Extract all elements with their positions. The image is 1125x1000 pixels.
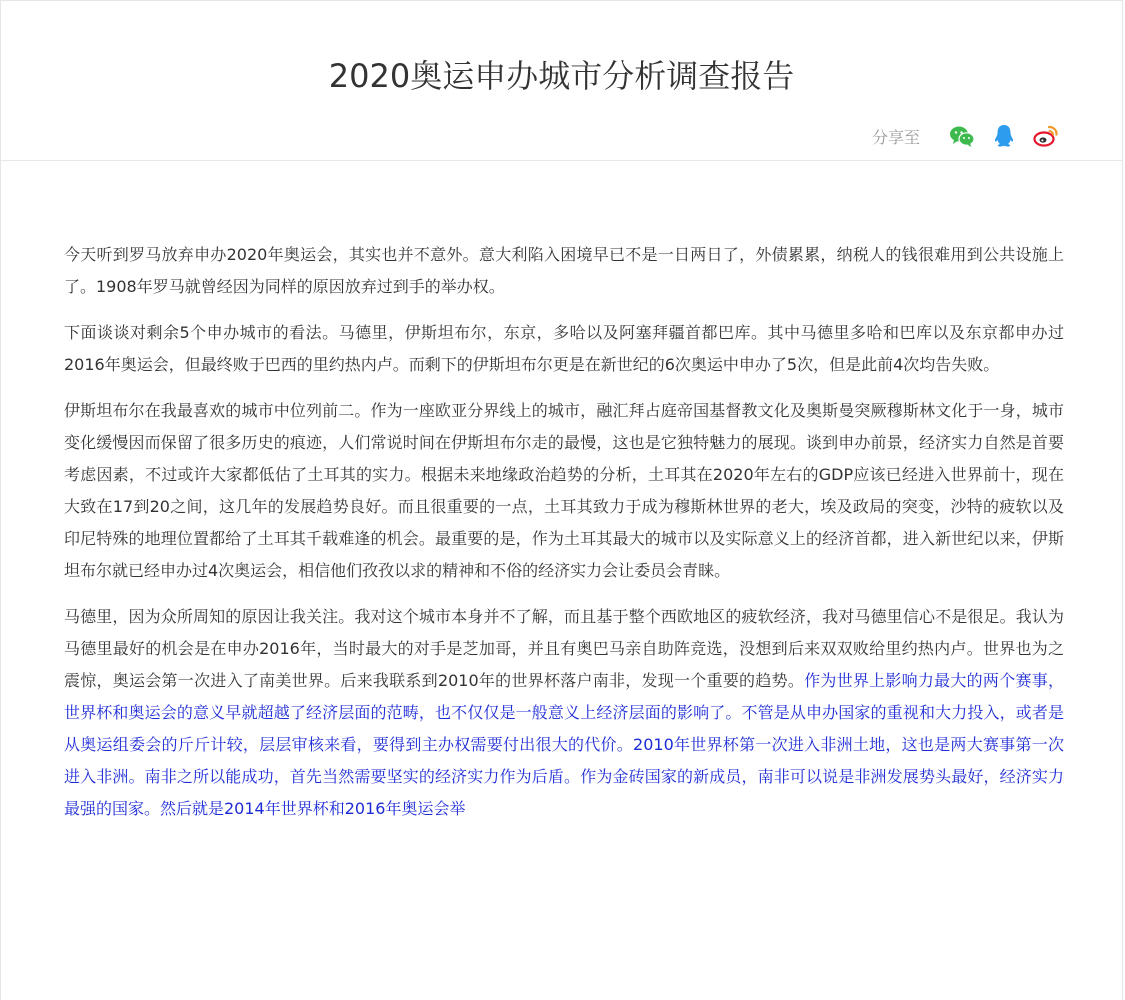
paragraph-text: 马德里，因为众所周知的原因让我关注。我对这个城市本身并不了解，而且基于整个西欧地区的疲软经济，我对马德里信心不是很足。我认为马德里最好的机会是在申办2016年，当时最大的对手是芝加哥，并且有奥巴马亲自助阵竞选，没想到后来双双败给里约热内卢。世界也为之震惊，奥运会第一次进入了南美世界。后来我联系到2010年的世界杯落户南非，发现一个重要的趋势。 [64,607,1064,690]
article-body [64,239,1064,839]
paragraph: 今天听到罗马放弃申办2020年奥运会，其实也并不意外。意大利陷入困境早已不是一日两日了，外债累累，纳税人的钱很难用到公共设施上了。1908年罗马就曾经因为同样的原因放弃过到手的举办权。 [64,245,1064,296]
share-label: 分享至 [871,127,920,147]
highlighted-text: 作为世界上影响力最大的两个赛事，世界杯和奥运会的意义早就超越了经济层面的范畴，也不仅仅是一般意义上经济层面的影响了。不管是从申办国家的重视和大力投入，或者是从奥运组委会的斤斤计较，层层审核来看，要得到主办权需要付出很大的代价。2010年世界杯第一次进入非洲土地，这也是两大赛事第一次进入非洲。南非之所以能成功，首先当然需要坚实的经济实力作为后盾。作为金砖国家的新成员，南非可以说是非洲发展势头最好，经济实力最强的国家。然后就是2014年世界杯和2016年奥运会举 [64,671,1064,818]
paragraph: 伊斯坦布尔在我最喜欢的城市中位列前二。作为一座欧亚分界线上的城市，融汇拜占庭帝国基督教文化及奥斯曼突厥穆斯林文化于一身，城市变化缓慢因而保留了很多历史的痕迹，人们常说时间在伊斯坦布尔走的最慢，这也是它独特魅力的展现。谈到申办前景，经济实力自然是首要考虑因素，不过或许大家都低估了土耳其的实力。根据未来地缘政治趋势的分析，土耳其在2020年左右的GDP应该已经进入世界前十，现在大致在17到20之间，这几年的发展趋势良好。而且很重要的一点，土耳其致力于成为穆斯林世界的老大，埃及政局的突变，沙特的疲软以及印尼特殊的地理位置都给了土耳其千载难逢的机会。最重要的是，作为土耳其最大的城市以及实际意义上的经济首都，进入新世纪以来，伊斯坦布尔就已经申办过4次奥运会，相信他们孜孜以求的精神和不俗的经济实力会让委员会青睐。 [64,401,1064,580]
article-header [1,1,1122,161]
weibo-icon[interactable] [1032,122,1060,150]
paragraph-mixed [64,601,1064,825]
paragraph: 下面谈谈对剩余5个申办城市的看法。马德里，伊斯坦布尔，东京，多哈以及阿塞拜疆首都巴库。其中马德里多哈和巴库以及东京都申办过2016年奥运会，但最终败于巴西的里约热内卢。而剩下的伊斯坦布尔更是在新世纪的6次奥运中申办了5次，但是此前4次均告失败。 [64,323,1064,374]
article-title: 2020奥运申办城市分析调查报告 [328,57,795,95]
share-bar [872,121,1060,151]
wechat-icon[interactable] [948,122,976,150]
qq-icon[interactable] [990,122,1018,150]
